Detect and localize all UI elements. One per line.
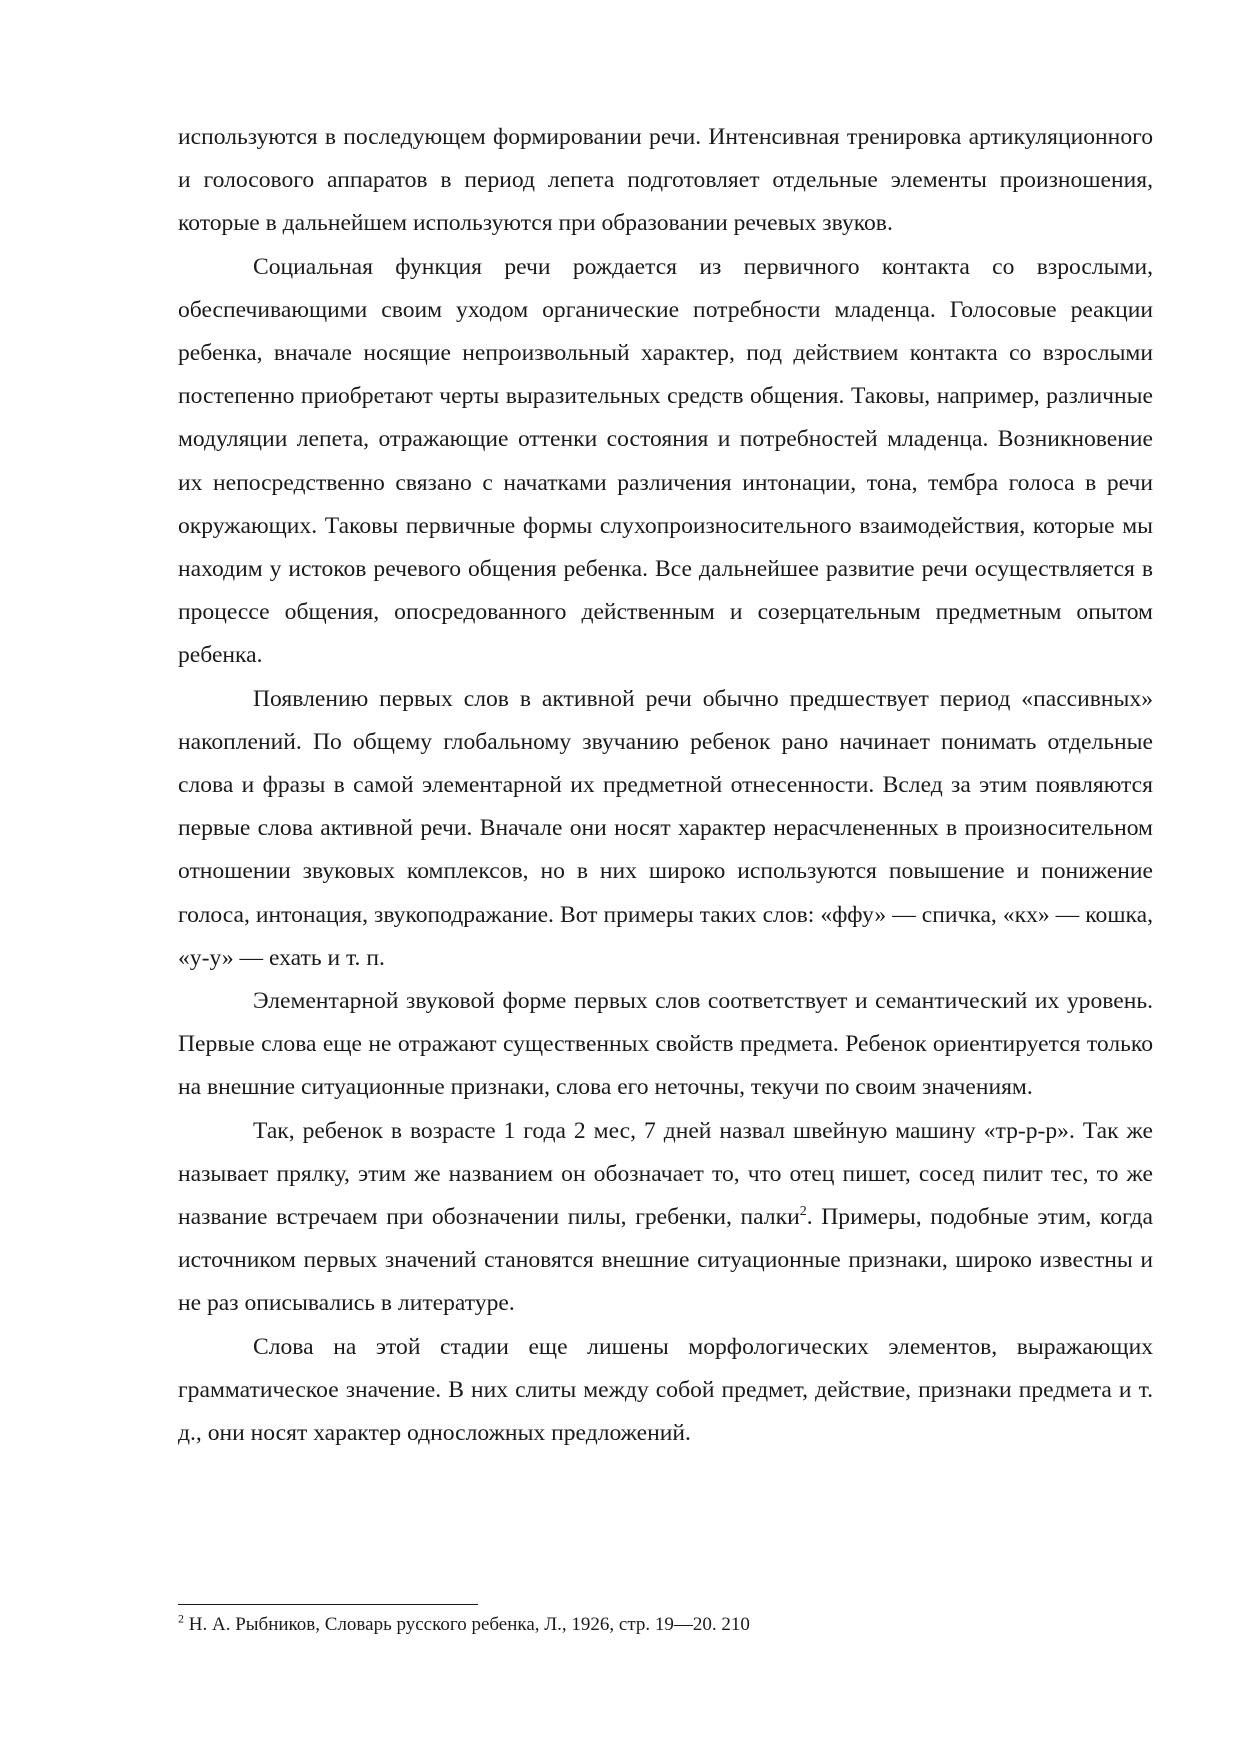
paragraph-2: Социальная функция речи рождается из первичного контакта со взрослыми, обеспечивающими своим уходом органические потребности младенца. Голосовые реакции ребенка, вначале носящие непроизвольный характер, под действием контакта со взрослыми постепенно приобретают черты выразительных средств общения. Таковы, например, различные модуляции лепета, отражающие оттенки состояния и потребностей младенца. Возникновение их непосредственно связано с начатками различения интонации, тона, тембра голоса в речи окружающих. Таковы первичные формы слухопроизносительного взаимодействия, которые мы находим у истоков речевого общения ребенка. Все дальнейшее развитие речи осуществляется в процессе общения, опосредованного действенным и созерцательным предметным опытом ребенка.: [178, 253, 1153, 669]
footnote-reference[interactable]: 2: [799, 1204, 807, 1220]
footnote: [178, 1612, 1153, 1638]
footnote-divider: [178, 1604, 478, 1605]
page-body: [178, 116, 1153, 1455]
footnote-text: Н. А. Рыбников, Словарь русского ребенка, Л., 1926, стр. 19—20. 210: [184, 1614, 750, 1635]
paragraph-3: Появлению первых слов в активной речи обычно предшествует период «пассивных» накоплений. По общему глобальному звучанию ребенок рано начинает понимать отдельные слова и фразы в самой элементарной их предметной отнесенности. Вслед за этим появляются первые слова активной речи. Вначале они носят характер нерасчлененных в произносительном отношении звуковых комплексов, но в них широко используются повышение и понижение голоса, интонация, звукоподражание. Вот примеры таких слов: «ффу» — спичка, «кх» — кошка, «у-у» — ехать и т. п.: [178, 685, 1153, 971]
paragraph-6: Слова на этой стадии еще лишены морфологических элементов, выражающих грамматическое значение. В них слиты между собой предмет, действие, признаки предмета и т. д., они носят характер односложных предложений.: [178, 1333, 1153, 1447]
paragraph-4: Элементарной звуковой форме первых слов соответствует и семантический их уровень. Первые слова еще не отражают существенных свойств предмета. Ребенок ориентируется только на внешние ситуационные признаки, слова его неточны, текучи по своим значениям.: [178, 988, 1153, 1101]
paragraph-5: [178, 1110, 1153, 1326]
paragraph-1: используются в последующем формировании речи. Интенсивная тренировка артикуляционного и голосового аппаратов в период лепета подготовляет отдельные элементы произношения, которые в дальнейшем используются при образовании речевых звуков.: [178, 124, 1153, 237]
footnote-marker: 2: [178, 1611, 184, 1626]
paragraph-5-text-after: . Примеры, подобные этим, когда источником первых значений становятся внешние ситуационные признаки, широко известны и не раз описывались в литературе.: [178, 1204, 1153, 1317]
paragraph-5-text-before: Так, ребенок в возрасте 1 года 2 мес, 7 дней назвал швейную машину «тр-р-р». Так же называет прялку, этим же названием он обозначает то, что отец пишет, сосед пилит тес, то же название встречаем при обозначении пилы, гребенки, палки: [178, 1117, 1153, 1231]
